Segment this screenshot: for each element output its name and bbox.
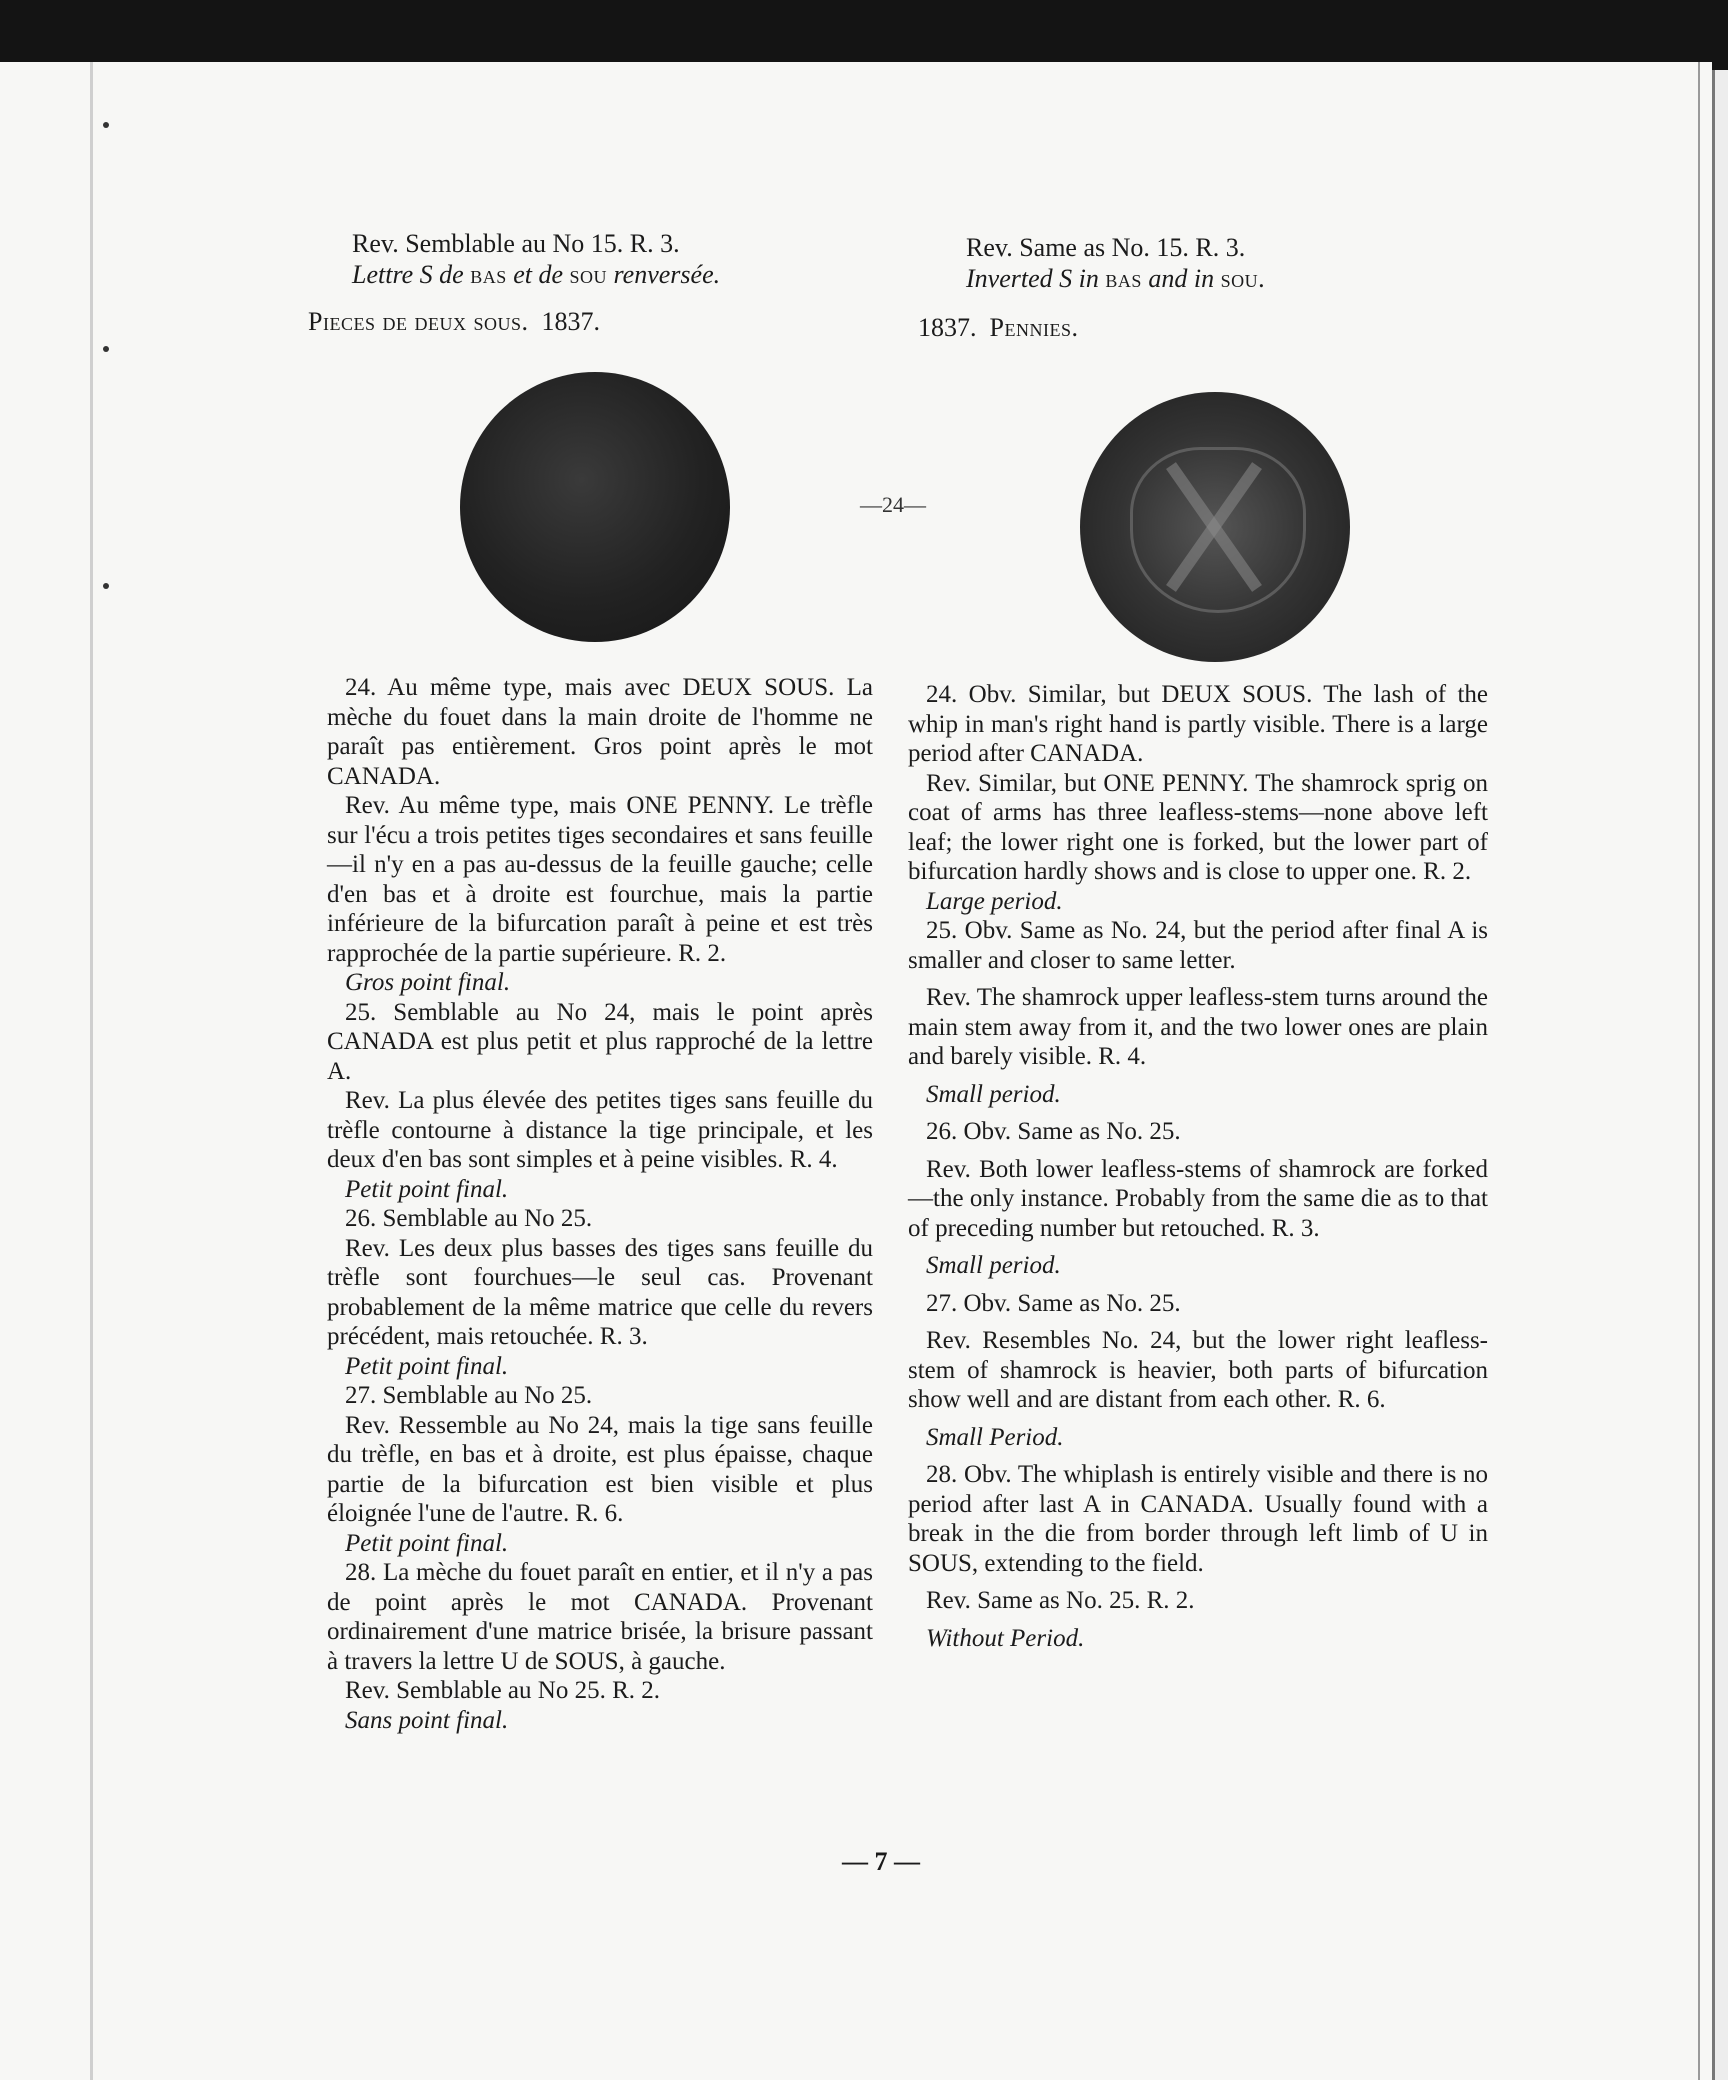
binding-mark <box>103 122 109 128</box>
paragraph: Rev. Les deux plus basses des tiges sans feuille du trèfle sont fourchues—le seul cas. Provenant probablement de la même matrice que celle du revers précédent, mais retouchée. R. 3. <box>327 1234 873 1350</box>
paragraph: Rev. Same as No. 25. R. 2. <box>926 1587 1195 1614</box>
right-section-title <box>918 312 1078 343</box>
paragraph: 26. Obv. Same as No. 25. <box>926 1118 1181 1145</box>
french-column <box>327 673 873 1735</box>
paragraph: Rev. Similar, but ONE PENNY. The shamrock sprig on coat of arms has three leafless-stems—none above left leaf; the lower right one is forked, but the lower part of bifurcation hardly shows and is close to upper one. R. 2. <box>908 769 1488 885</box>
binding-mark <box>103 346 109 352</box>
right-rev-header <box>966 232 1265 294</box>
scanner-top-border <box>0 0 1728 70</box>
paragraph: Small period. <box>926 1080 1061 1108</box>
left-title-year: 1837. <box>541 307 600 336</box>
paragraph: 27. Obv. Same as No. 25. <box>926 1289 1181 1317</box>
paragraph: Small Period. <box>926 1423 1064 1451</box>
english-column <box>908 680 1488 1653</box>
paragraph: Large period. <box>926 887 1063 915</box>
note-part-sc: sou. <box>1220 264 1266 293</box>
page-edge-line <box>1698 62 1700 2080</box>
paragraph: 25. Obv. Same as No. 24, but the period after final A is smaller and closer to same letter. <box>908 917 1488 974</box>
paragraph: Rev. La plus élevée des petites tiges sans feuille du trèfle contourne à distance la tige principale, et les deux d'en bas sont simples et à peine visibles. R. 4. <box>327 1087 873 1173</box>
left-rev-note <box>352 259 720 290</box>
paragraph: Gros point final. <box>345 969 511 996</box>
paragraph: Sans point final. <box>345 1706 509 1734</box>
paragraph: Petit point final. <box>345 1175 509 1203</box>
paragraph: 25. Semblable au No 24, mais le point après CANADA est plus petit et plus rapproché de la lettre A. <box>327 998 873 1085</box>
paragraph: Without Period. <box>926 1624 1085 1652</box>
page-right-edge <box>1712 70 1728 2080</box>
paragraph: Rev. Resembles No. 24, but the lower right leafless-stem of shamrock is heavier, both parts of bifurcation show well and are distant from each other. R. 6. <box>908 1327 1488 1413</box>
paragraph: Petit point final. <box>345 1529 509 1557</box>
note-part-sc: bas <box>1105 264 1142 293</box>
left-rev-line: Rev. Semblable au No 15. R. 3. <box>352 229 680 258</box>
note-part: renversée. <box>607 260 721 289</box>
note-part: and in <box>1141 264 1221 293</box>
left-title-text: Pieces de deux sous. <box>308 307 529 336</box>
page-number: — 7 — <box>842 1847 920 1876</box>
coin-reverse-image <box>1080 392 1350 662</box>
paragraph: Rev. Both lower leafless-stems of shamrock are forked—the only instance. Probably from the same die as to that of preceding number but retouched. R. 3. <box>908 1155 1488 1242</box>
left-rev-header <box>352 228 720 290</box>
paragraph: 24. Au même type, mais avec DEUX SOUS. La mèche du fouet dans la main droite de l'homme ne paraît pas entièrement. Gros point après le mot CANADA. <box>327 674 873 790</box>
right-rev-line: Rev. Same as No. 15. R. 3. <box>966 233 1246 262</box>
right-title-text: Pennies. <box>989 313 1079 342</box>
paragraph: Rev. Ressemble au No 24, mais la tige sans feuille du trèfle, en bas et à droite, est plus épaisse, chaque partie de la bifurcation est bien visible et plus éloignée l'une de l'autre. R. 6. <box>327 1411 873 1527</box>
paragraph: 27. Semblable au No 25. <box>345 1382 593 1409</box>
coin-obverse-image <box>460 372 730 642</box>
paragraph: Rev. Au même type, mais ONE PENNY. Le trèfle sur l'écu a trois petites tiges secondaires et sans feuille—il n'y en a pas au-dessus de la feuille gauche; celle d'en bas et à droite est fourchue, mais la partie inférieure de la bifurcation paraît à peine et est très rapprochée de la partie supérieure. R. 2. <box>327 792 873 967</box>
paragraph: 28. Obv. The whiplash is entirely visible and there is no period after last A in CANADA. Usually found with a break in the die from border through left limb of U in SOUS, extending to the field. <box>908 1461 1488 1577</box>
note-part: Inverted S in <box>966 264 1106 293</box>
paragraph: Rev. The shamrock upper leafless-stem turns around the main stem away from it, and the two lower ones are plain and barely visible. R. 4. <box>908 984 1488 1070</box>
note-part-sc: sou <box>569 260 608 289</box>
left-section-title <box>308 306 600 337</box>
note-part: et de <box>506 260 570 289</box>
note-part: Lettre S de <box>352 260 471 289</box>
plate-number: —24— <box>860 492 926 517</box>
paragraph: 24. Obv. Similar, but DEUX SOUS. The lash of the whip in man's right hand is partly visible. There is a large period after CANADA. <box>908 681 1488 767</box>
paragraph: Rev. Semblable au No 25. R. 2. <box>345 1677 661 1704</box>
note-part-sc: bas <box>470 260 507 289</box>
right-rev-note <box>966 263 1265 294</box>
page-spine-shadow <box>90 62 93 2080</box>
paragraph: 28. La mèche du fouet paraît en entier, et il n'y a pas de point après le mot CANADA. Provenant ordinairement d'une matrice brisée, la brisure passant à travers la lettre U de SOUS, à gauche. <box>327 1559 873 1675</box>
paragraph: 26. Semblable au No 25. <box>345 1205 593 1232</box>
paragraph: Small period. <box>926 1252 1061 1279</box>
right-title-year: 1837. <box>918 313 977 342</box>
paragraph: Petit point final. <box>345 1352 509 1380</box>
binding-mark <box>103 583 109 589</box>
